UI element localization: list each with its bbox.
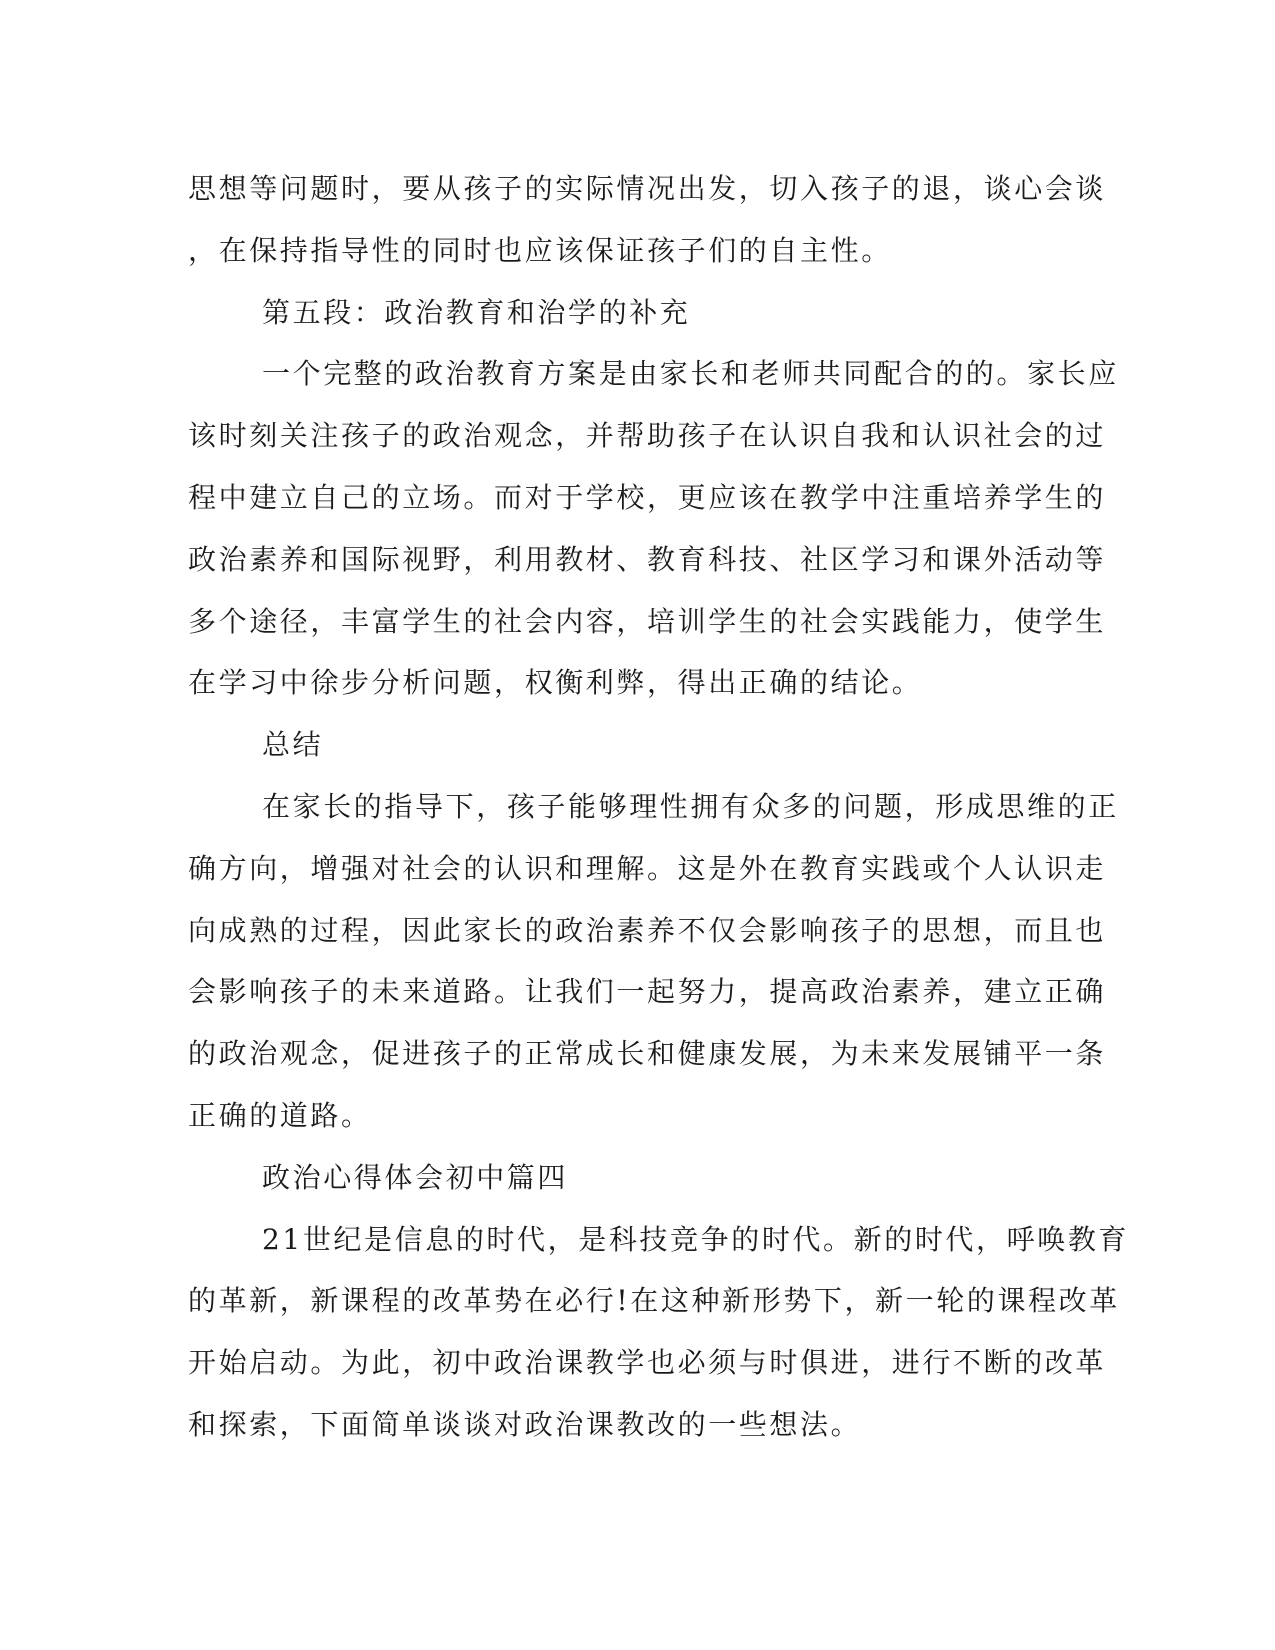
text-line: 和探索，下面简单谈谈对政治课教改的一些想法。 [188,1407,862,1441]
section-heading: 总结 [262,728,324,762]
text-line: 会影响孩子的未来道路。让我们一起努力，提高政治素养，建立正确 [188,975,1107,1009]
text-line: 的革新，新课程的改革势在必行!在这种新形势下，新一轮的课程改革 [188,1284,1120,1318]
document-body [188,158,1130,1456]
text-line: 政治素养和国际视野，利用教材、教育科技、社区学习和课外活动等 [188,542,1107,576]
text-line: 正确的道路。 [188,1098,372,1132]
text-line: 开始启动。为此，初中政治课教学也必须与时俱进，进行不断的改革 [188,1346,1107,1380]
text-line: 向成熟的过程，因此家长的政治素养不仅会影响孩子的思想，而且也 [188,913,1107,947]
text-line: ，在保持指导性的同时也应该保证孩子们的自主性。 [188,233,892,267]
text-line: 多个途径，丰富学生的社会内容，培训学生的社会实践能力，使学生 [188,604,1107,638]
text-line: 思想等问题时，要从孩子的实际情况出发，切入孩子的退，谈心会谈 [188,172,1107,205]
text-line: 确方向，增强对社会的认识和理解。这是外在教育实践或个人认识走 [188,851,1107,885]
section-heading: 第五段：政治教育和治学的补充 [262,295,691,329]
text-line: 一个完整的政治教育方案是由家长和老师共同配合的的。家长应 [262,357,1119,391]
text-line: 的政治观念，促进孩子的正常成长和健康发展，为未来发展铺平一条 [188,1037,1107,1071]
section-heading: 政治心得体会初中篇四 [262,1160,569,1194]
text-line: 在家长的指导下，孩子能够理性拥有众多的问题，形成思维的正 [262,789,1119,823]
text-line: 程中建立自己的立场。而对于学校，更应该在教学中注重培养学生的 [188,480,1107,514]
text-line: 该时刻关注孩子的政治观念，并帮助孩子在认识自我和认识社会的过 [188,419,1107,453]
text-line: 21世纪是信息的时代，是科技竞争的时代。新的时代，呼唤教育 [262,1222,1130,1256]
text-line: 在学习中徐步分析问题，权衡利弊，得出正确的结论。 [188,666,923,700]
